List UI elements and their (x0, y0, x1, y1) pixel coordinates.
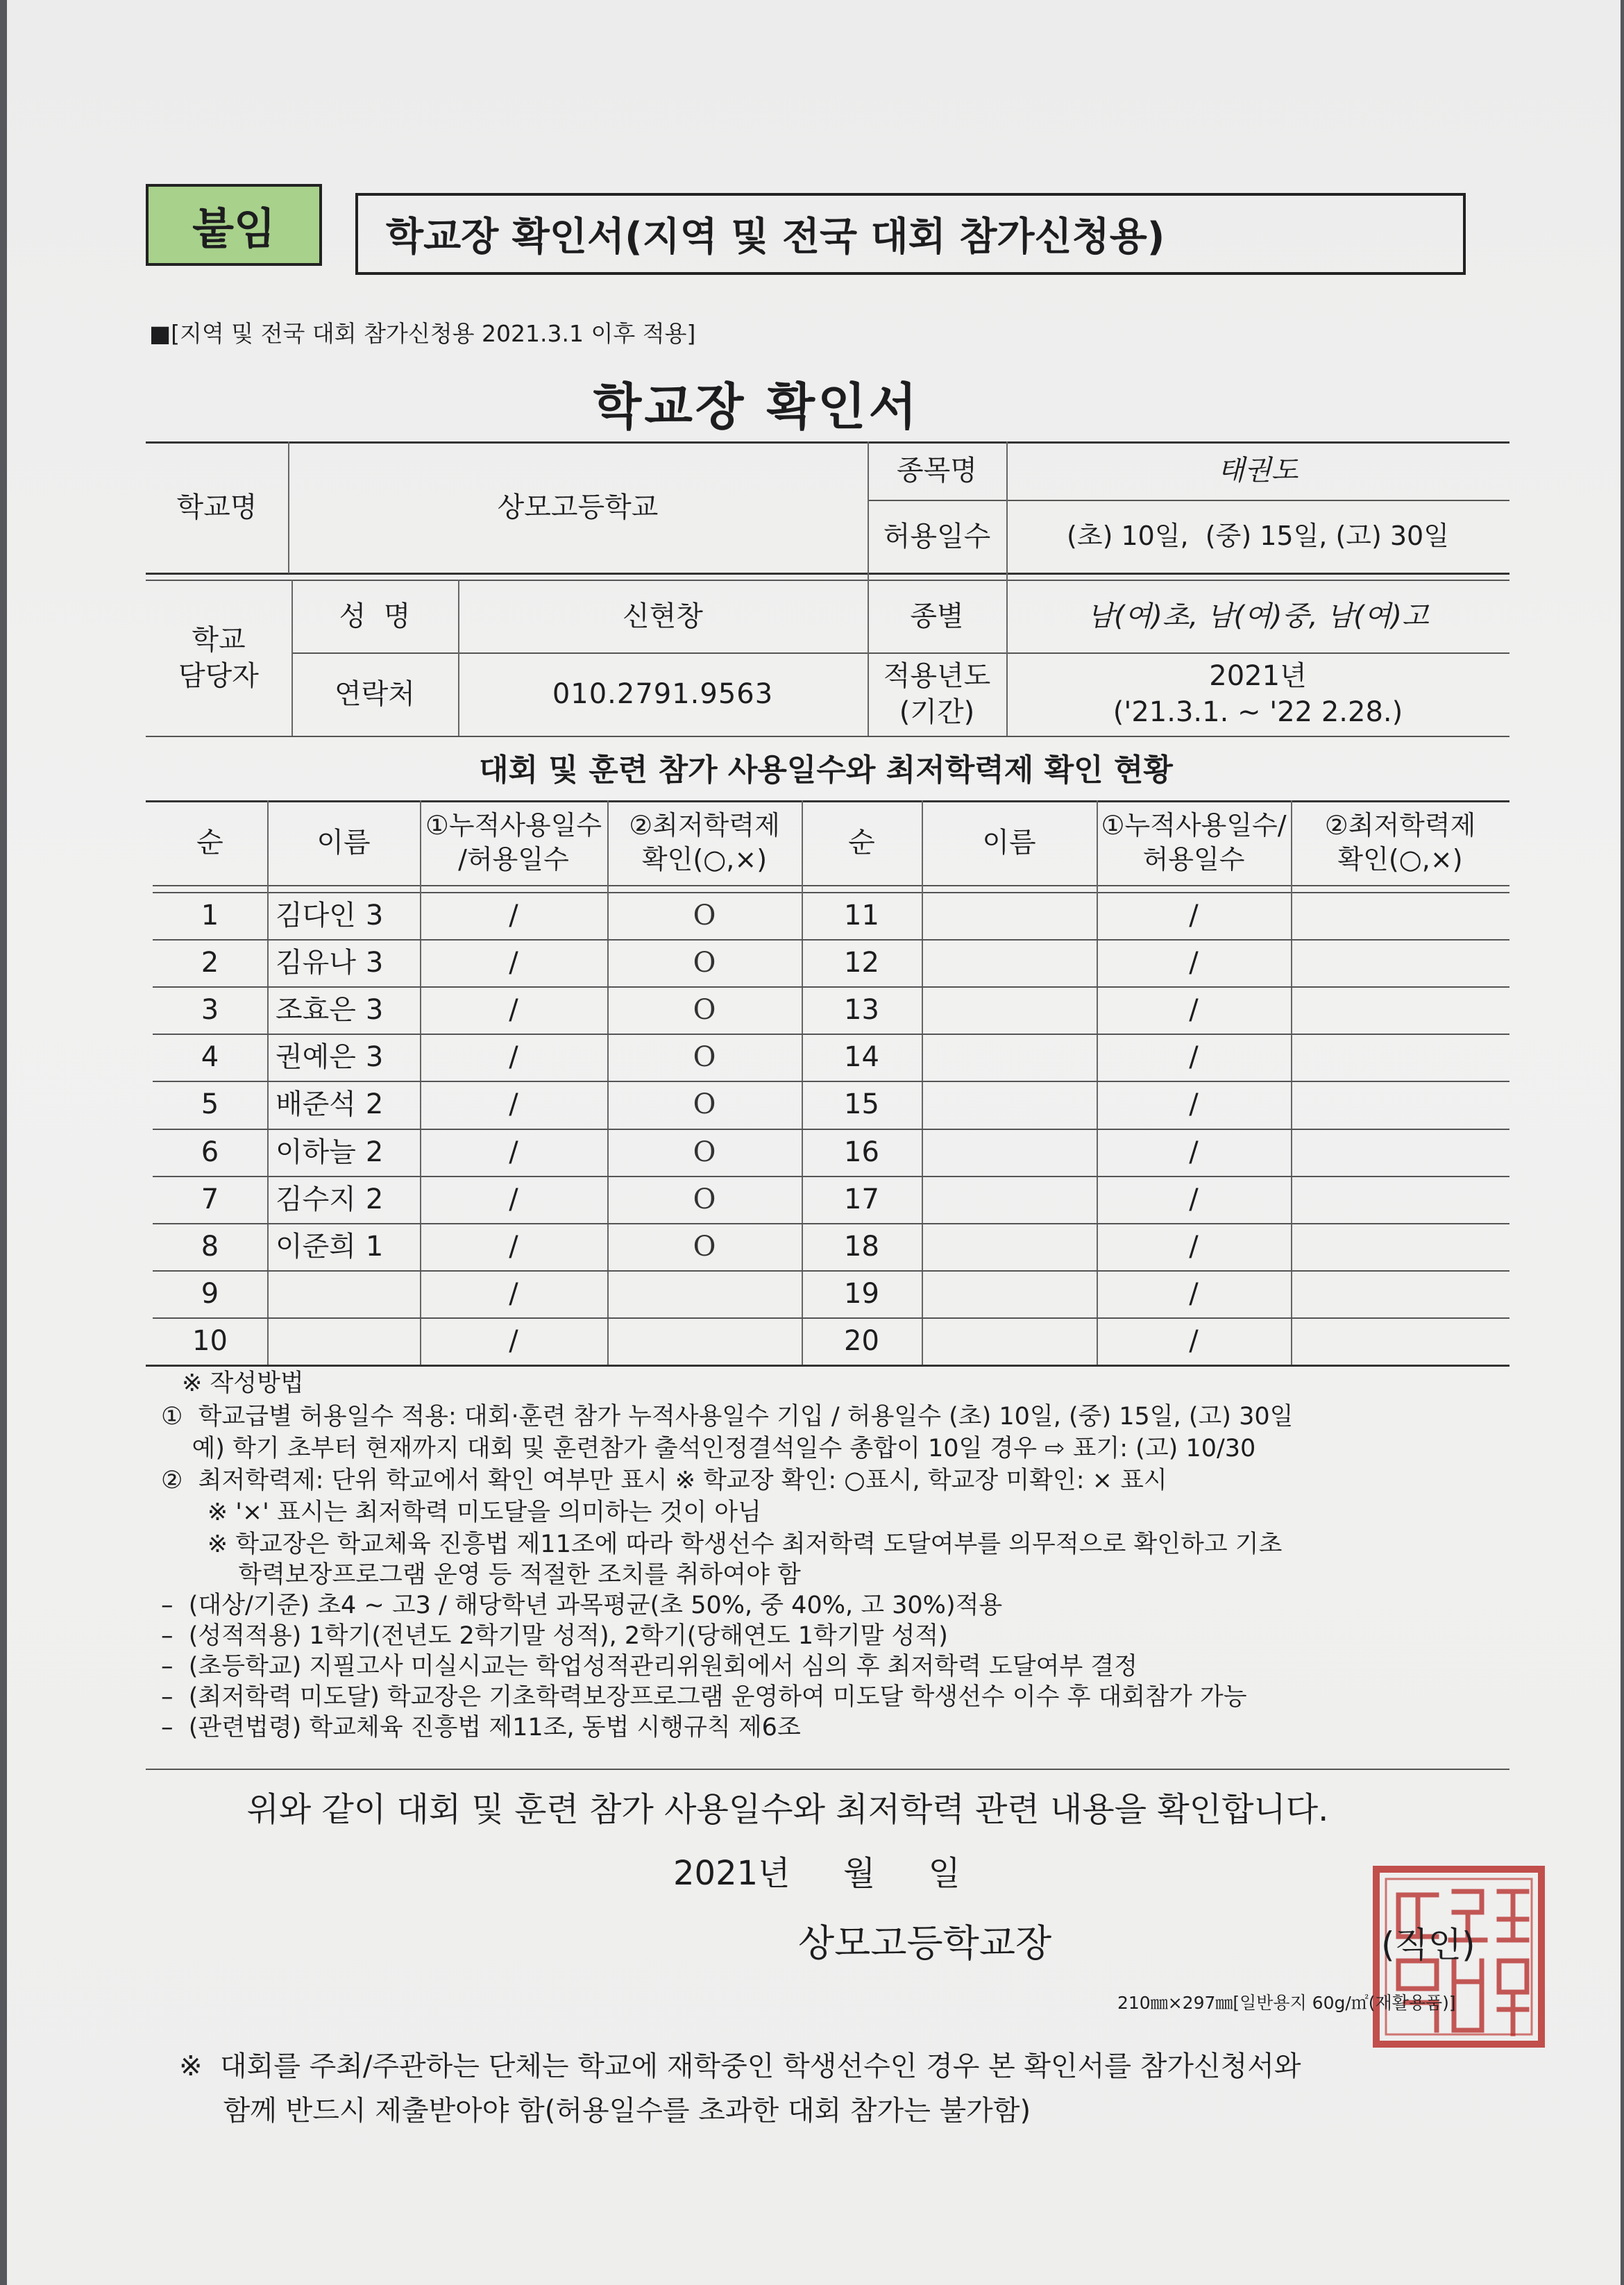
instructions-heading: ※ 작성방법 (182, 1369, 304, 1397)
student-name: 권예은 (276, 1041, 356, 1073)
col-header-days-left: ①누적사용일수 /허용일수 (425, 809, 602, 875)
instruction-line: ② 최저학력제: 단위 학교에서 확인 여부만 표시 ※ 학교장 확인: ○표시, 학교장 미확인: × 표시 (161, 1467, 1167, 1494)
student-name-cell (267, 1270, 420, 1317)
school-name-label: 학교명 (176, 491, 257, 523)
row-no-right: 19 (844, 1278, 879, 1310)
student-name-cell (267, 939, 420, 986)
instruction-line: ※ 학교장은 학교체육 진흥법 제11조에 따라 학생선수 최저학력 도달여부를 의무적으로 확인하고 기초 (161, 1531, 1283, 1558)
days-cell-left: / (509, 994, 518, 1026)
seal-label: (직인) (1381, 1925, 1475, 1965)
student-name-cell (267, 1176, 420, 1223)
col-header-check-right: ②최저학력제 확인(○,×) (1324, 809, 1476, 875)
confirmation-statement: 위와 같이 대회 및 훈련 참가 사용일수와 최저학력 관련 내용을 확인합니다. (246, 1790, 1329, 1829)
contact-label: 연락처 (335, 678, 415, 710)
applicability-note: ■[지역 및 전국 대회 참가신청용 2021.3.1 이후 적용] (149, 320, 696, 347)
days-cell-left: / (509, 900, 518, 931)
instruction-line: – (관련법령) 학교체육 진흥법 제11조, 동법 시행규칙 제6조 (161, 1714, 801, 1742)
row-no: 3 (201, 994, 219, 1026)
student-name: 김유나 (276, 947, 356, 979)
instruction-line: – (최저학력 미도달) 학교장은 기초학력보장프로그램 운영하여 미도달 학생선수 이수 후 대회참가 가능 (161, 1683, 1247, 1711)
col-header-no-left: 순 (196, 827, 223, 859)
days-cell-right: / (1189, 1088, 1199, 1120)
contact-value: 010.2791.9563 (552, 678, 774, 710)
row-no-right: 12 (844, 947, 879, 979)
row-no-right: 16 (844, 1136, 879, 1168)
instruction-line: – (대상/기준) 초4 ~ 고3 / 해당학년 과목평균(초 50%, 중 40%, 고 30%)적용 (161, 1592, 1003, 1619)
instruction-line: 예) 학기 초부터 현재까지 대회 및 훈련참가 출석인정결석일수 총합이 10일 경우 ⇨ 표기: (고) 10/30 (161, 1435, 1256, 1462)
days-cell-right: / (1189, 1183, 1199, 1215)
row-no: 5 (201, 1088, 219, 1120)
row-no: 9 (201, 1278, 219, 1310)
student-name: 이하늘 (276, 1136, 356, 1168)
instruction-line: ① 학교급별 허용일수 적용: 대회·훈련 참가 누적사용일수 기입 / 허용일수 (초) 10일, (중) 15일, (고) 30일 (161, 1403, 1294, 1431)
paper-spec: 210㎜×297㎜[일반용지 60g/㎡(재활용품)] (1117, 1993, 1456, 2013)
gender-label: 종별 (910, 600, 964, 632)
manager-name-value: 신현창 (623, 600, 703, 632)
student-grade: 3 (365, 1041, 384, 1073)
col-header-name-right: 이름 (982, 827, 1036, 859)
check-mark-cell: O (693, 1136, 716, 1168)
row-no-right: 15 (844, 1088, 879, 1120)
row-no: 8 (201, 1231, 219, 1263)
row-no: 10 (192, 1325, 228, 1357)
document-sheet (7, 0, 1621, 2285)
allowed-days-label: 허용일수 (883, 520, 991, 553)
attachment-badge: 붙임 (146, 184, 322, 266)
student-name: 조효은 (276, 994, 356, 1026)
days-cell-right: / (1189, 947, 1199, 979)
student-name: 김다인 (276, 900, 356, 931)
row-no: 1 (201, 900, 219, 931)
student-name: 이준희 (276, 1231, 356, 1263)
student-name-cell (267, 1129, 420, 1176)
days-cell-left: / (509, 1231, 518, 1263)
check-mark-cell: O (693, 1231, 716, 1263)
days-cell-left: / (509, 1325, 518, 1357)
year-value: 2021년 ('21.3.1. ~ '22 2.28.) (1113, 660, 1403, 728)
check-mark-cell: O (693, 1041, 716, 1073)
school-name-value: 상모고등학교 (497, 491, 659, 523)
document-box-title: 학교장 확인서(지역 및 전국 대회 참가신청용) (355, 193, 1466, 275)
row-no-right: 14 (844, 1041, 879, 1073)
student-grade: 2 (365, 1136, 384, 1168)
days-cell-left: / (509, 1183, 518, 1215)
footer-note: ※ 대회를 주최/주관하는 단체는 학교에 재학중인 학생선수인 경우 본 확인서를 참가신청서와 함께 반드시 제출받아야 함(허용일수를 초과한 대회 참가는 불가함) (179, 2050, 1301, 2127)
days-cell-left: / (509, 947, 518, 979)
student-name-cell (267, 1317, 420, 1365)
days-cell-right: / (1189, 994, 1199, 1026)
instruction-line: – (성적적용) 1학기(전년도 2학기말 성적), 2학기(당해연도 1학기말 성적) (161, 1622, 948, 1650)
row-no-right: 11 (844, 900, 879, 931)
row-no-right: 17 (844, 1183, 879, 1215)
student-grade: 2 (365, 1183, 384, 1215)
check-mark-cell: O (693, 994, 716, 1026)
allowed-days-value: (초) 10일, (중) 15일, (고) 30일 (1067, 520, 1449, 551)
instruction-line: 학력보장프로그램 운영 등 적절한 조치를 취하여야 함 (161, 1561, 801, 1589)
row-no: 7 (201, 1183, 219, 1215)
student-grade: 1 (365, 1231, 384, 1263)
sport-label: 종목명 (897, 455, 977, 487)
student-grade: 3 (365, 947, 384, 979)
days-cell-left: / (509, 1136, 518, 1168)
student-name: 배준석 (276, 1088, 356, 1120)
student-grade: 2 (365, 1088, 384, 1120)
col-header-no-right: 순 (848, 827, 875, 859)
days-cell-right: / (1189, 1325, 1199, 1357)
col-header-check-left: ②최저학력제 확인(○,×) (629, 809, 780, 875)
principal-title: 상모고등학교장 (798, 1921, 1052, 1965)
days-cell-left: / (509, 1278, 518, 1310)
year-label: 적용년도 (기간) (883, 660, 991, 728)
row-no-right: 18 (844, 1231, 879, 1263)
student-grade: 3 (365, 994, 384, 1026)
days-cell-right: / (1189, 1278, 1199, 1310)
table-subtitle: 대회 및 훈련 참가 사용일수와 최저학력제 확인 현황 (479, 752, 1173, 789)
student-name-cell (267, 986, 420, 1034)
main-title: 학교장 확인서 (593, 378, 920, 436)
row-no-right: 20 (844, 1325, 879, 1357)
instruction-line: – (초등학교) 지필고사 미실시교는 학업성적관리위원회에서 심의 후 최저학력 도달여부 결정 (161, 1653, 1138, 1680)
days-cell-right: / (1189, 1136, 1199, 1168)
manager-label: 학교 담당자 (178, 623, 259, 692)
days-cell-right: / (1189, 1041, 1199, 1073)
check-mark-cell: O (693, 947, 716, 979)
check-mark-cell: O (693, 900, 716, 931)
sport-value: 태권도 (1217, 455, 1299, 487)
check-mark-cell (607, 1270, 802, 1317)
student-name-cell (267, 1034, 420, 1081)
check-mark-cell: O (693, 1183, 716, 1215)
col-header-name-left: 이름 (316, 827, 371, 859)
student-name-cell (267, 1081, 420, 1128)
days-cell-left: / (509, 1041, 518, 1073)
student-name: 김수지 (276, 1183, 356, 1215)
student-name-cell (267, 892, 420, 939)
row-no: 2 (201, 947, 219, 979)
row-no-right: 13 (844, 994, 879, 1026)
student-grade: 3 (365, 900, 384, 931)
check-mark-cell: O (693, 1088, 716, 1120)
row-no: 6 (201, 1136, 219, 1168)
days-cell-right: / (1189, 900, 1199, 931)
row-no: 4 (201, 1041, 219, 1073)
days-cell-left: / (509, 1088, 518, 1120)
check-mark-cell (607, 1317, 802, 1365)
student-name-cell (267, 1223, 420, 1270)
gender-value: 남(여)초, 남(여)중, 남(여)고 (1087, 600, 1429, 632)
manager-name-label: 성 명 (339, 600, 411, 632)
col-header-days-right: ①누적사용일수/ 허용일수 (1101, 809, 1287, 875)
instruction-line: ※ '×' 표시는 최저학력 미도달을 의미하는 것이 아님 (161, 1499, 761, 1526)
days-cell-right: / (1189, 1231, 1199, 1263)
signature-date: 2021년 월 일 (673, 1854, 961, 1893)
